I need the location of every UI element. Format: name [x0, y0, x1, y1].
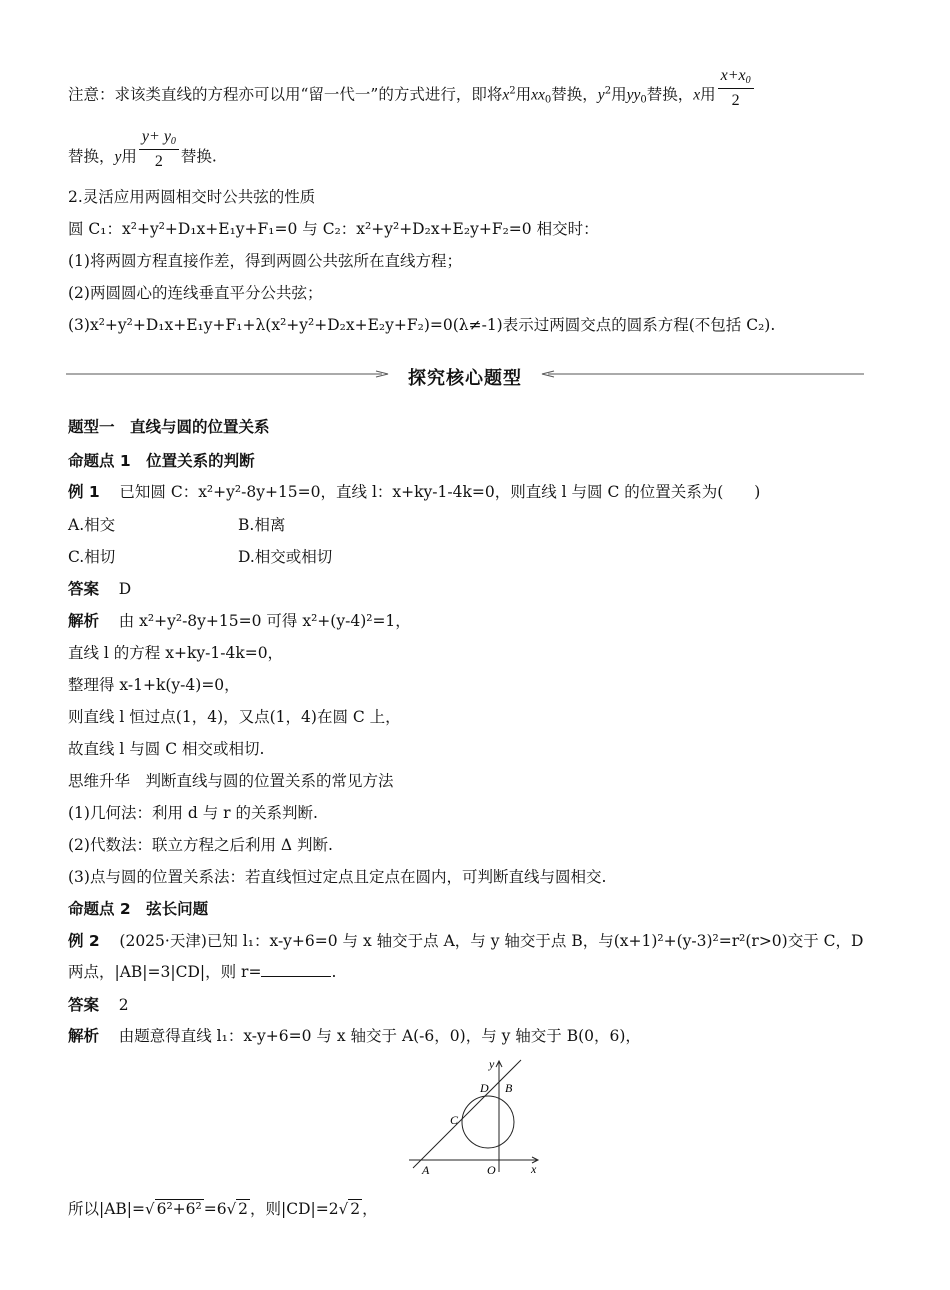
example-2-line-2	[68, 961, 888, 983]
answer-label: 答案	[68, 580, 100, 598]
sqrt-expression	[227, 1198, 250, 1220]
sec2-circles: 圆 C₁：x²+y²+D₁x+E₁y+F₁=0 与 C₂：x²+y²+D₂x+E₂y+F₂=0 相交时：	[68, 220, 599, 238]
option-a: A.相交	[68, 516, 116, 534]
answer-2	[68, 994, 888, 1016]
example-1	[68, 481, 888, 503]
var: yy	[626, 86, 641, 104]
analysis-text: =6	[203, 1200, 227, 1218]
note-text: 用	[700, 85, 716, 104]
analysis-text: ，则|CD|=2	[250, 1200, 339, 1218]
option-b: B.相离	[238, 516, 286, 534]
fraction-numerator: y+ y	[141, 128, 171, 145]
options-row-1	[68, 514, 888, 536]
analysis-text: 所以|AB|=	[68, 1200, 146, 1218]
analysis-2-line-1	[68, 1025, 888, 1047]
note-text: 替换.	[180, 147, 217, 166]
example-text: .	[331, 963, 337, 981]
radicand: 2	[238, 1200, 249, 1218]
var: x	[502, 86, 510, 104]
note-text: 用	[611, 85, 627, 104]
sec2-title: 2.灵活应用两圆相交时公共弦的性质	[68, 188, 316, 206]
analysis-text: ，	[362, 1200, 378, 1218]
section-title: 探究核心题型	[408, 368, 522, 389]
analysis-2-line-2	[68, 1198, 888, 1220]
label-o: O	[487, 1163, 496, 1177]
circle-line-diagram	[403, 1056, 548, 1178]
options-row-2	[68, 546, 888, 568]
option-c: C.相切	[68, 548, 116, 566]
answer-label: 答案	[68, 996, 100, 1014]
var: xx	[531, 86, 545, 104]
answer-value: 2	[118, 996, 129, 1014]
label-x: x	[531, 1162, 537, 1176]
think-item-1: (1)几何法：利用 d 与 r 的关系判断.	[68, 804, 318, 822]
analysis-text: 由题意得直线 l₁：x-y+6=0 与 x 轴交于 A(-6，0)，与 y 轴交于 B(0，6)，	[118, 1027, 641, 1045]
analysis-1-line-5: 故直线 l 与圆 C 相交或相切.	[68, 740, 265, 758]
answer-blank	[261, 962, 331, 977]
option-d: D.相交或相切	[238, 548, 333, 566]
radical-icon: √	[338, 1200, 349, 1218]
sec2-item-3: (3)x²+y²+D₁x+E₁y+F₁+λ(x²+y²+D₂x+E₂y+F₂)=0(λ≠-1)表示过两圆交点的圆系方程(不包括 C₂).	[68, 316, 776, 334]
circle	[462, 1096, 514, 1148]
topic-title: 题型一 直线与圆的位置关系	[68, 418, 270, 436]
note-text: 注意：求该类直线的方程亦可以用“留一代一”的方式进行，即将	[68, 85, 503, 104]
note-line-1: 注意：求该类直线的方程亦可以用“留一代一”的方式进行，即将$x^2$用$xx_0$替换，$y^2$用$yy_0$替换，x用 $\frac{x+x_0}{2}$	[68, 79, 888, 112]
note-text: 替换，	[68, 147, 115, 166]
analysis-1-line-3: 整理得 x-1+k(y-4)=0，	[68, 676, 240, 694]
answer-value: D	[118, 580, 132, 598]
sec2-item-1: (1)将两圆方程直接作差，得到两圆公共弦所在直线方程；	[68, 252, 462, 270]
note-text: 替换，	[646, 85, 694, 104]
fraction-x: $\frac{x+x_0}{2}$	[718, 65, 754, 112]
fraction-denominator: 2	[154, 153, 163, 170]
fraction-numerator: x+x	[720, 67, 746, 84]
fraction-y: $\frac{y+ y_0}{2}$	[139, 126, 179, 173]
think-item-3: (3)点与圆的位置关系法：若直线恒过定点且定点在圆内，可判断直线与圆相交.	[68, 868, 607, 886]
analysis-1-line-4: 则直线 l 恒过点(1，4)，又点(1，4)在圆 C 上，	[68, 708, 401, 726]
note-text: 替换，	[551, 85, 598, 104]
point-1-title: 命题点 1 位置关系的判断	[68, 452, 255, 470]
radicand: 6²+6²	[156, 1200, 202, 1218]
example-text: 已知圆 C：x²+y²-8y+15=0，直线 l：x+ky-1-4k=0，则直线 l 与圆 C 的位置关系为( )	[119, 483, 761, 501]
analysis-label: 解析	[68, 612, 100, 630]
label-d: D	[480, 1081, 489, 1095]
label-a: A	[422, 1163, 430, 1177]
fraction-denominator: 2	[731, 92, 740, 109]
analysis-label: 解析	[68, 1027, 100, 1045]
var: y	[597, 86, 605, 104]
line-l1	[413, 1060, 521, 1168]
label-b: B	[505, 1081, 513, 1095]
example-label: 例 2	[68, 932, 100, 950]
think-title: 思维升华 判断直线与圆的位置关系的常见方法	[68, 772, 394, 790]
analysis-text: 由 x²+y²-8y+15=0 可得 x²+(y-4)²=1，	[118, 612, 411, 630]
note-line-2	[68, 128, 888, 173]
var: y	[114, 148, 122, 166]
radical-icon: √	[145, 1200, 155, 1218]
example-text: 两点，|AB|=3|CD|，则 r=	[68, 963, 262, 981]
example-text: (2025·天津)已知 l₁：x-y+6=0 与 x 轴交于点 A，与 y 轴交于点 B，与(x+1)²+(y-3)²=r²(r>0)交于 C，D	[119, 932, 864, 950]
example-2-line-1	[68, 930, 910, 952]
answer-1	[68, 578, 888, 600]
sqrt-expression	[145, 1198, 204, 1220]
note-text: 用	[121, 147, 137, 166]
example-label: 例 1	[68, 483, 100, 501]
sec2-item-2: (2)两圆圆心的连线垂直平分公共弦；	[68, 284, 323, 302]
geometry-figure	[403, 1056, 548, 1178]
label-c: C	[450, 1113, 459, 1127]
analysis-1-line-1	[68, 610, 888, 632]
var: x	[693, 86, 701, 104]
radicand: 2	[350, 1200, 361, 1218]
analysis-1-line-2: 直线 l 的方程 x+ky-1-4k=0，	[68, 644, 284, 662]
think-item-2: (2)代数法：联立方程之后利用 Δ 判断.	[68, 836, 333, 854]
radical-icon: √	[226, 1200, 237, 1218]
label-y: y	[489, 1057, 495, 1071]
section-header	[66, 362, 864, 390]
note-text: 用	[515, 85, 532, 104]
sqrt-expression	[339, 1198, 362, 1220]
point-2-title: 命题点 2 弦长问题	[68, 900, 209, 918]
